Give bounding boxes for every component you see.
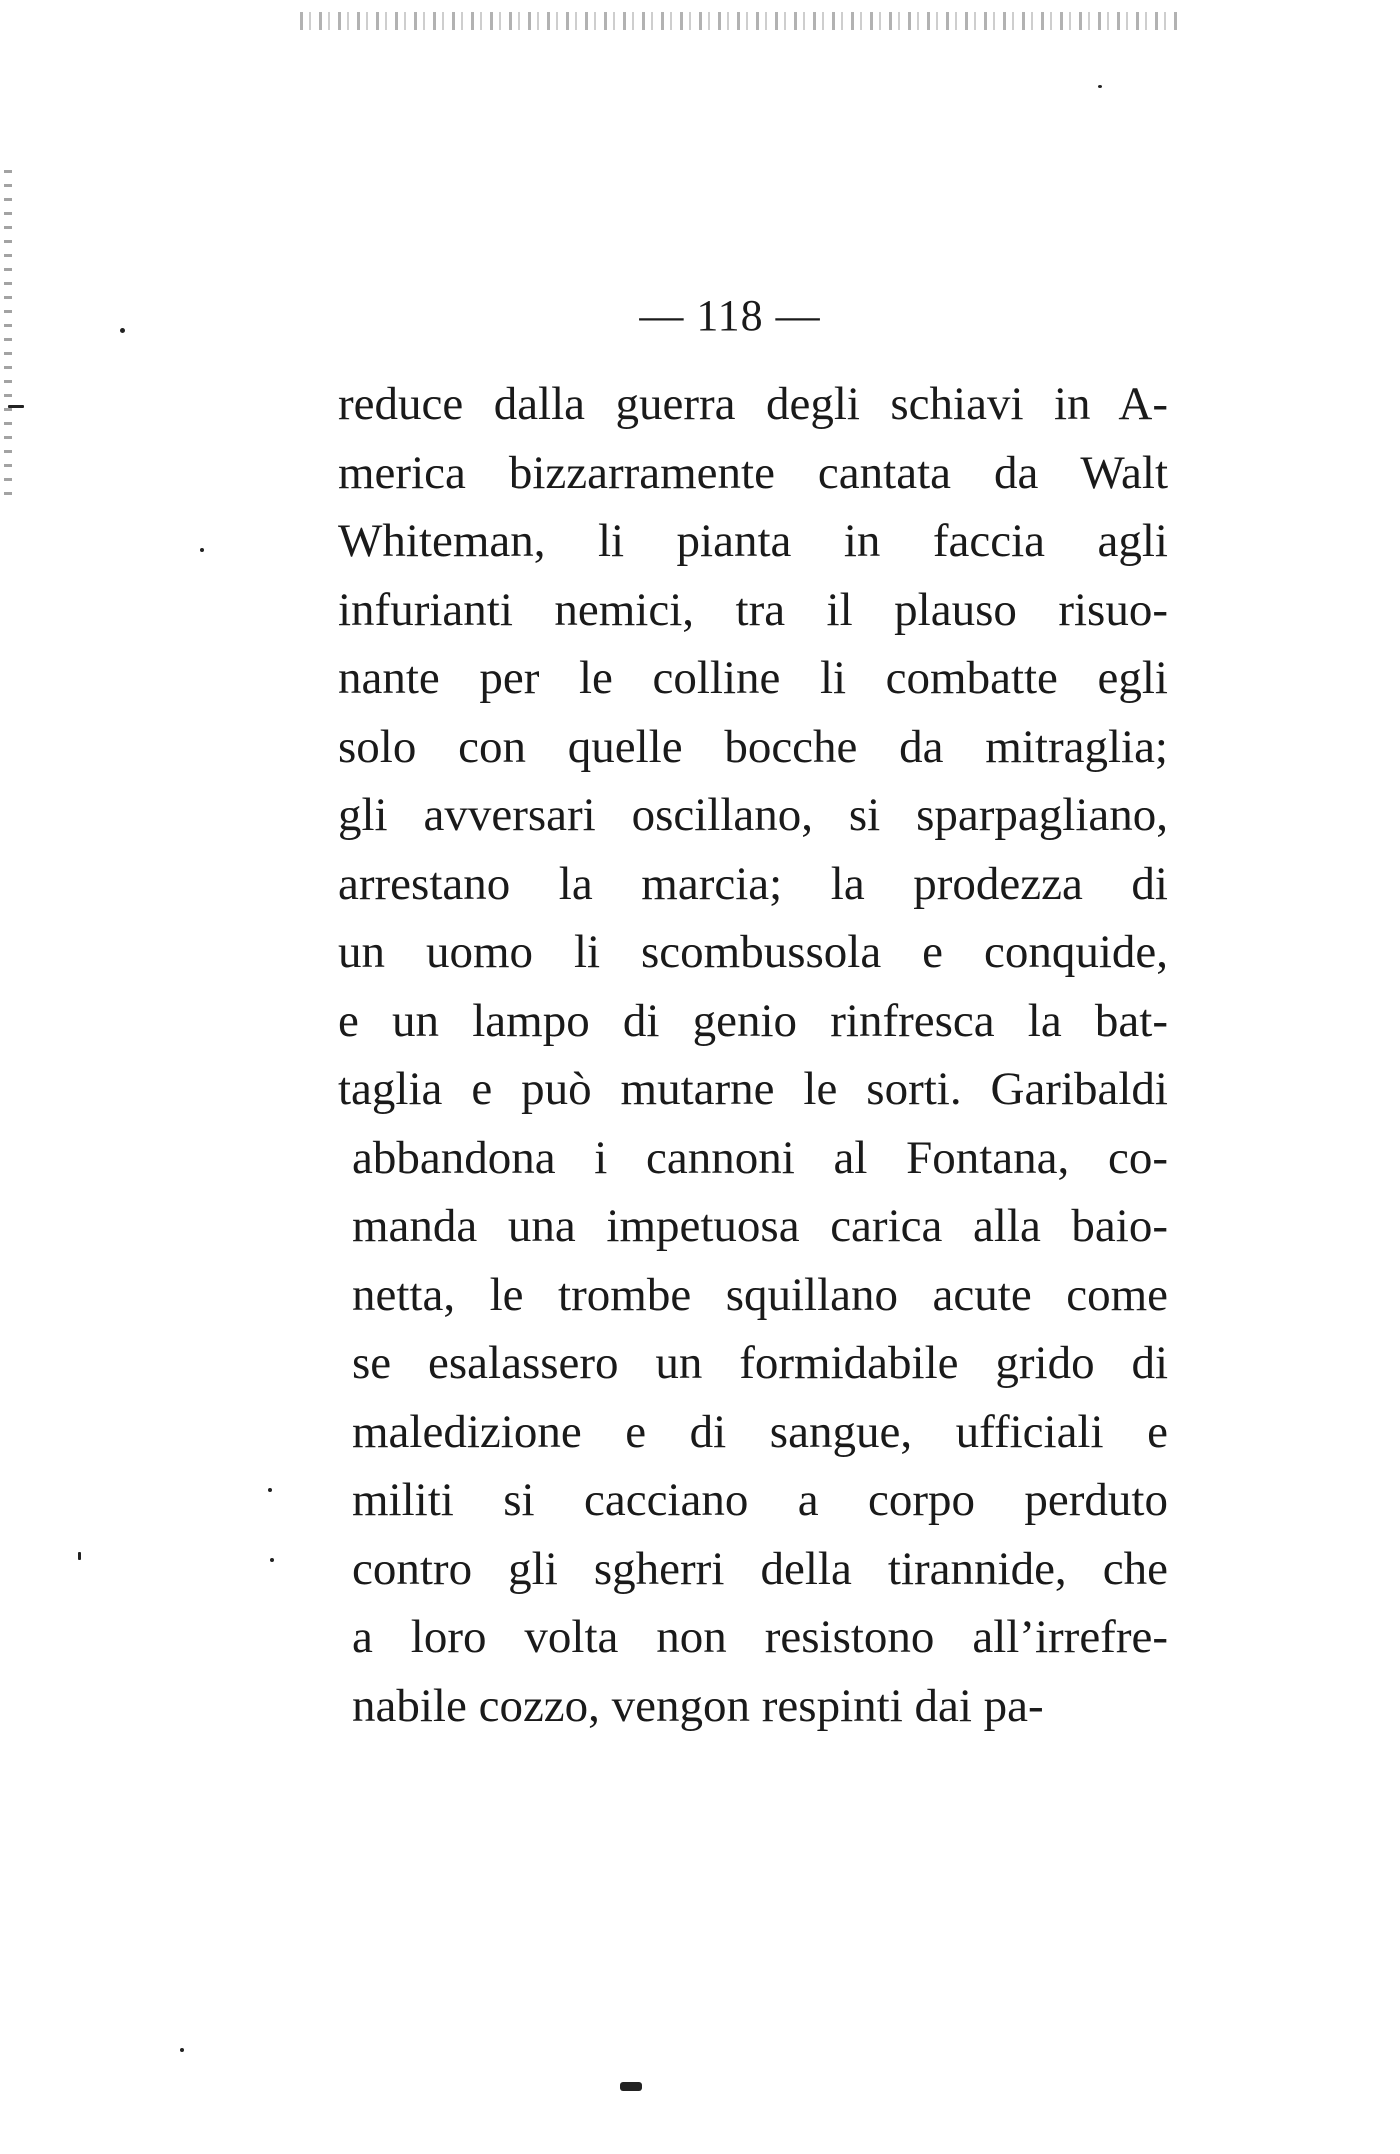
- text-line: merica bizzarramente cantata da Walt: [338, 446, 1168, 499]
- text-line: reduce dalla guerra degli schiavi in A-: [338, 378, 1168, 430]
- text-line: se esalassero un formidabile grido di: [352, 1337, 1168, 1389]
- scan-speck: [270, 1558, 274, 1562]
- scan-speck: [620, 2082, 642, 2091]
- scan-speck: [1098, 85, 1102, 88]
- page-number: — 118 —: [639, 291, 821, 340]
- scan-speck: [8, 405, 24, 408]
- text-line: contro gli sgherri della tirannide, che: [352, 1542, 1168, 1595]
- text-line: manda una impetuosa carica alla baio-: [352, 1200, 1168, 1252]
- scan-noise-top: [300, 12, 1180, 30]
- text-line: nante per le colline li combatte egli: [338, 652, 1168, 704]
- text-line: Whiteman, li pianta in faccia agli: [338, 515, 1168, 567]
- text-line: abbandona i cannoni al Fontana, co-: [352, 1131, 1168, 1184]
- text-line: infurianti nemici, tra il plauso risuo-: [338, 583, 1168, 636]
- text-line: a loro volta non resistono all’irrefre-: [352, 1611, 1168, 1663]
- scan-speck: [268, 1488, 272, 1492]
- text-line: netta, le trombe squillano acute come: [352, 1268, 1168, 1321]
- text-line: gli avversari oscillano, si sparpagliano,: [338, 789, 1168, 841]
- text-line: nabile cozzo, vengon respinti dai pa-: [352, 1679, 1044, 1732]
- text-line: e un lampo di genio rinfresca la bat-: [338, 994, 1168, 1047]
- scan-speck: [180, 2048, 184, 2052]
- text-line: un uomo li scombussola e conquide,: [338, 926, 1168, 978]
- text-line: taglia e può mutarne le sorti. Garibaldi: [338, 1063, 1168, 1115]
- text-line: maledizione e di sangue, ufficiali e: [352, 1405, 1168, 1458]
- text-line: arrestano la marcia; la prodezza di: [338, 857, 1168, 910]
- text-line: militi si cacciano a corpo perduto: [352, 1474, 1168, 1526]
- text-line: solo con quelle bocche da mitraglia;: [338, 720, 1168, 773]
- scan-speck: [200, 548, 204, 552]
- scan-speck: [78, 1552, 81, 1560]
- body-text: [338, 370, 1168, 1740]
